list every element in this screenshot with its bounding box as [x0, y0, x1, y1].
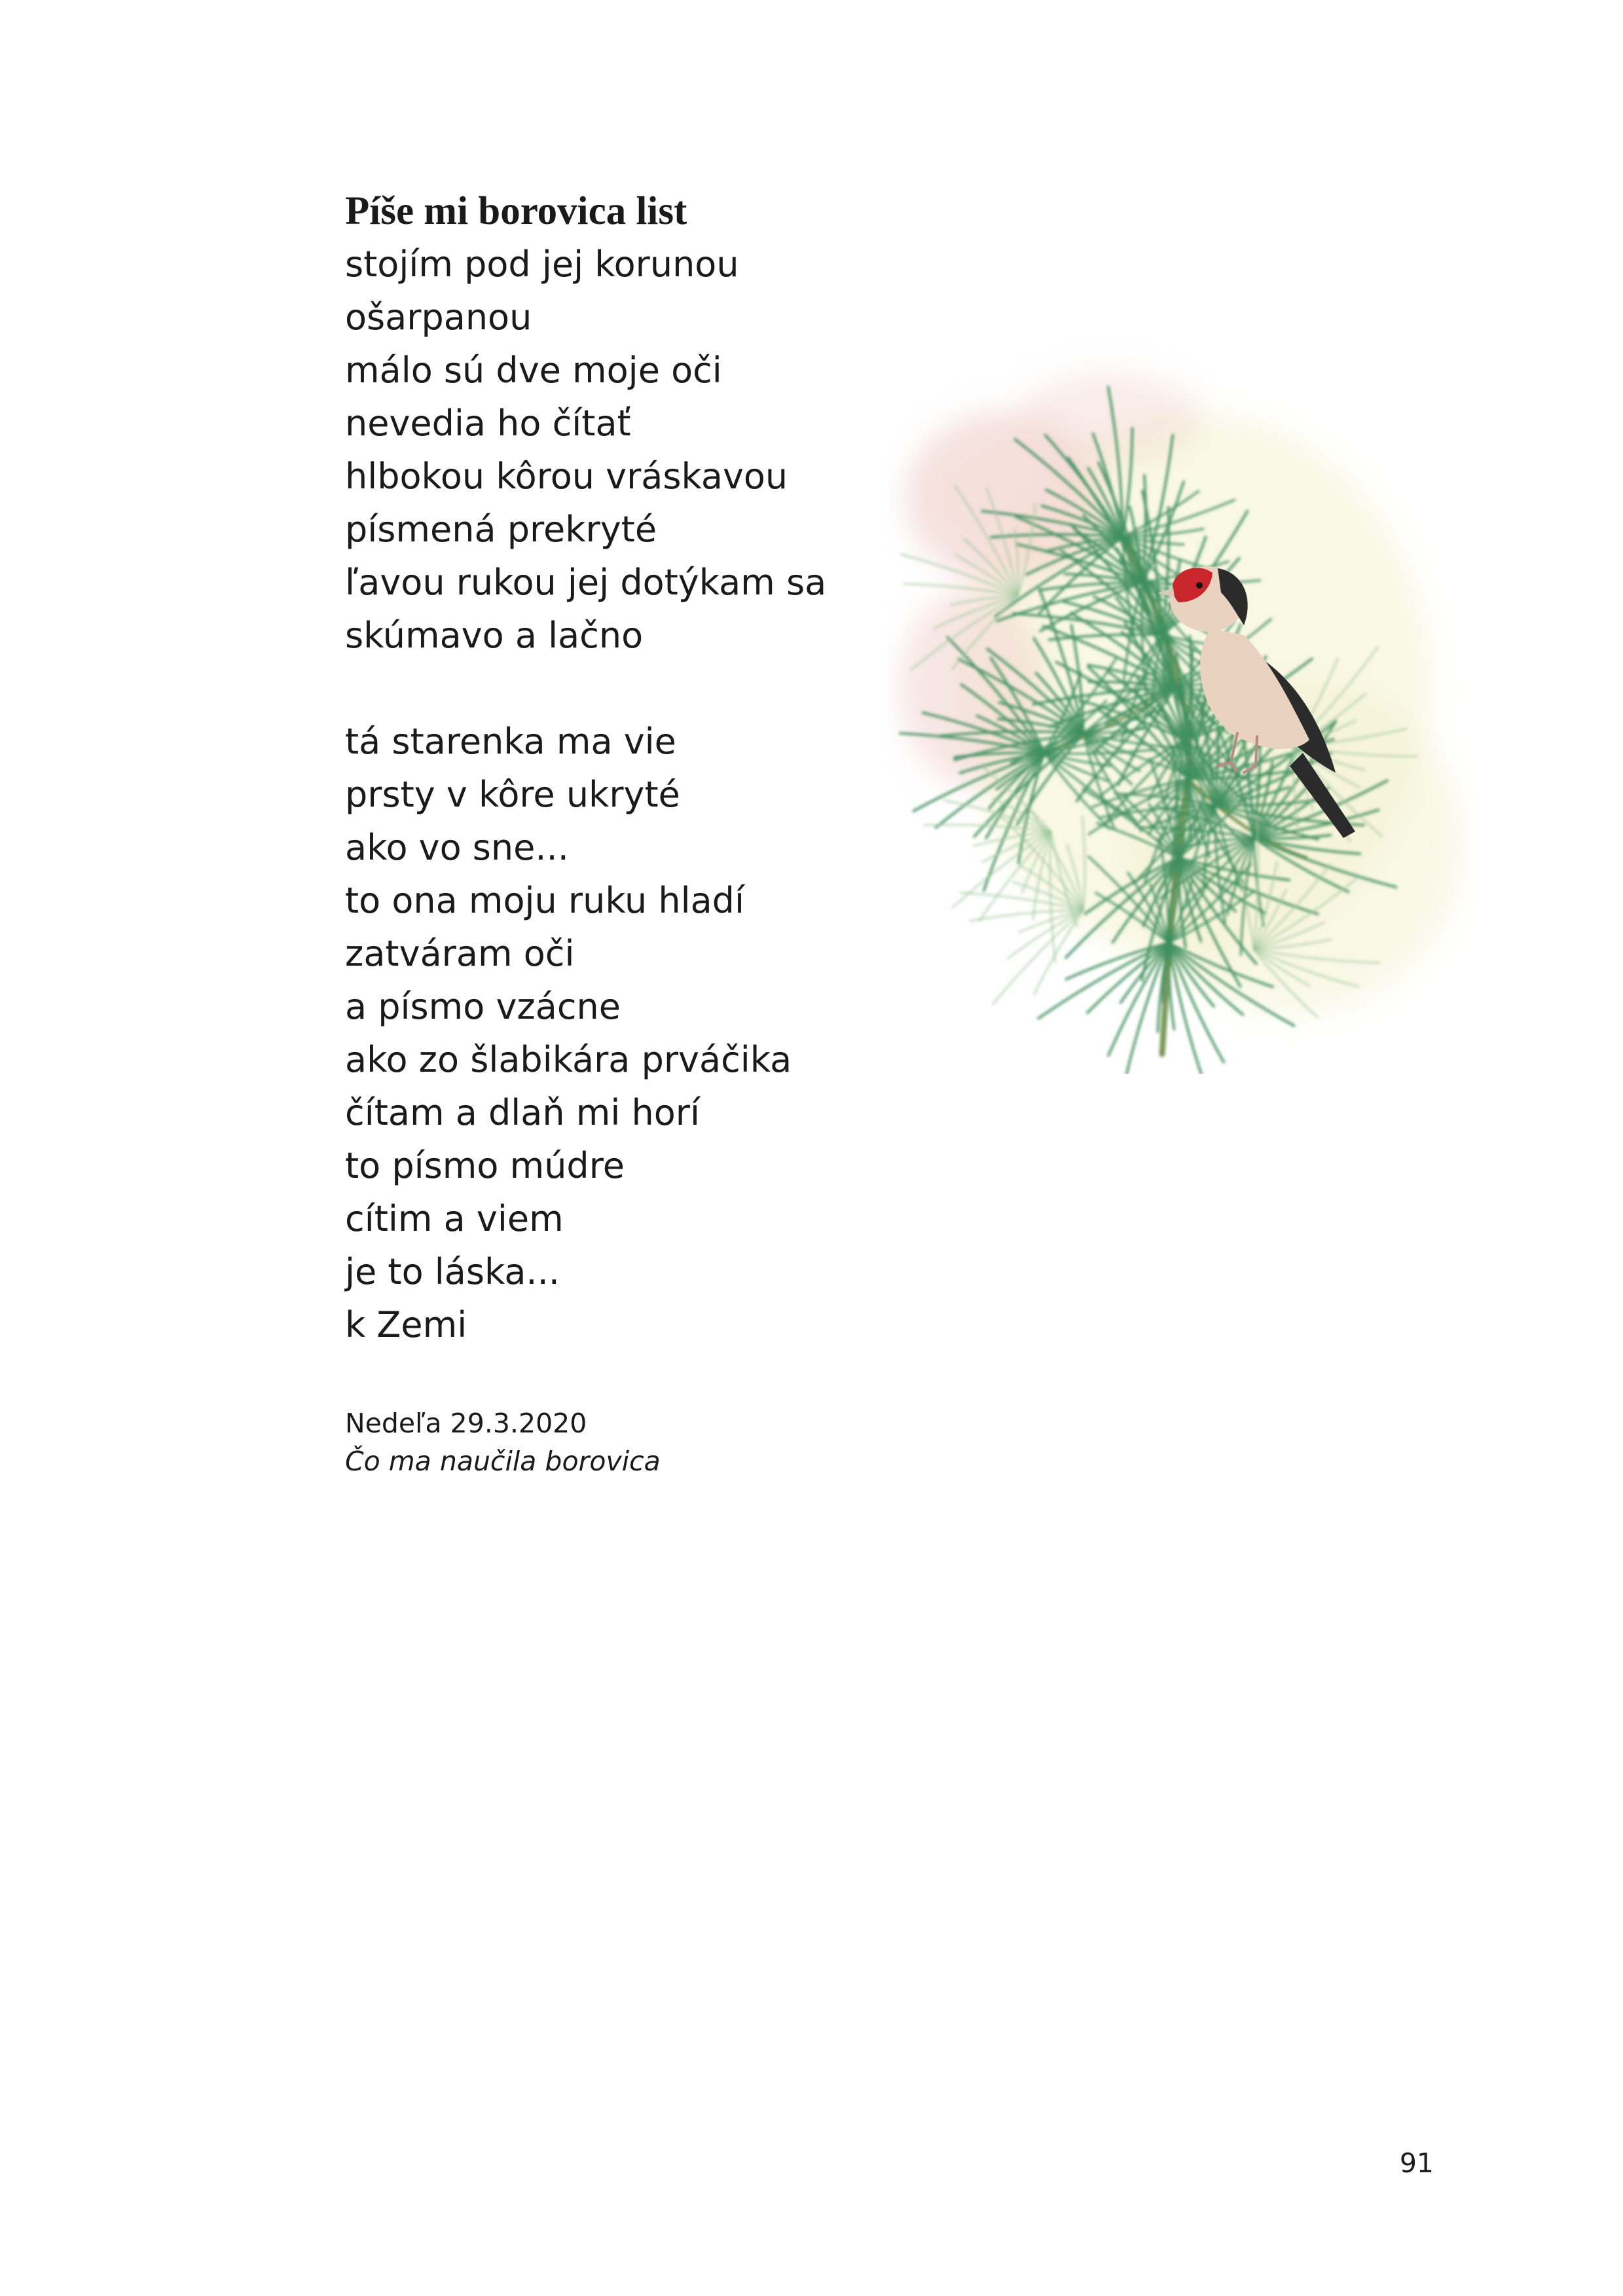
- poem-line: ľavou rukou jej dotýkam sa: [345, 562, 827, 603]
- stanza-1: [345, 238, 908, 662]
- poem-line: a písmo vzácne: [345, 986, 621, 1027]
- stanza-2: [345, 715, 908, 1351]
- poem-line: to písmo múdre: [345, 1145, 625, 1186]
- poem-line: ako zo šlabikára prváčika: [345, 1039, 792, 1080]
- poem-line: nevedia ho čítať: [345, 403, 631, 444]
- poem-line: cítim a viem: [345, 1198, 564, 1239]
- page-number: 91: [1399, 2147, 1434, 2179]
- poem-line: hlbokou kôrou vráskavou: [345, 456, 788, 497]
- poem-line: je to láska...: [345, 1251, 560, 1292]
- poem-line: tá starenka ma vie: [345, 721, 676, 762]
- poem-line: ako vo sne...: [345, 827, 569, 868]
- poem-title: Píše mi borovica list: [345, 189, 687, 233]
- poem-line: prsty v kôre ukryté: [345, 774, 680, 815]
- goldfinch-pine-illustration: [887, 321, 1476, 1074]
- poem-line: málo sú dve moje oči: [345, 350, 722, 391]
- poem-line: to ona moju ruku hladí: [345, 880, 744, 921]
- poem: [345, 185, 908, 1480]
- poem-source: Čo ma naučila borovica: [345, 1446, 661, 1477]
- poem-line: stojím pod jej korunou: [345, 244, 739, 285]
- poem-line: ošarpanou: [345, 297, 532, 338]
- poem-line: skúmavo a lačno: [345, 615, 644, 656]
- poem-date: Nedeľa 29.3.2020: [345, 1408, 587, 1439]
- poem-line: čítam a dlaň mi horí: [345, 1092, 700, 1133]
- poem-line: k Zemi: [345, 1304, 467, 1345]
- poem-meta: [345, 1404, 908, 1480]
- poem-line: písmená prekryté: [345, 509, 657, 550]
- poem-line: zatváram oči: [345, 933, 575, 974]
